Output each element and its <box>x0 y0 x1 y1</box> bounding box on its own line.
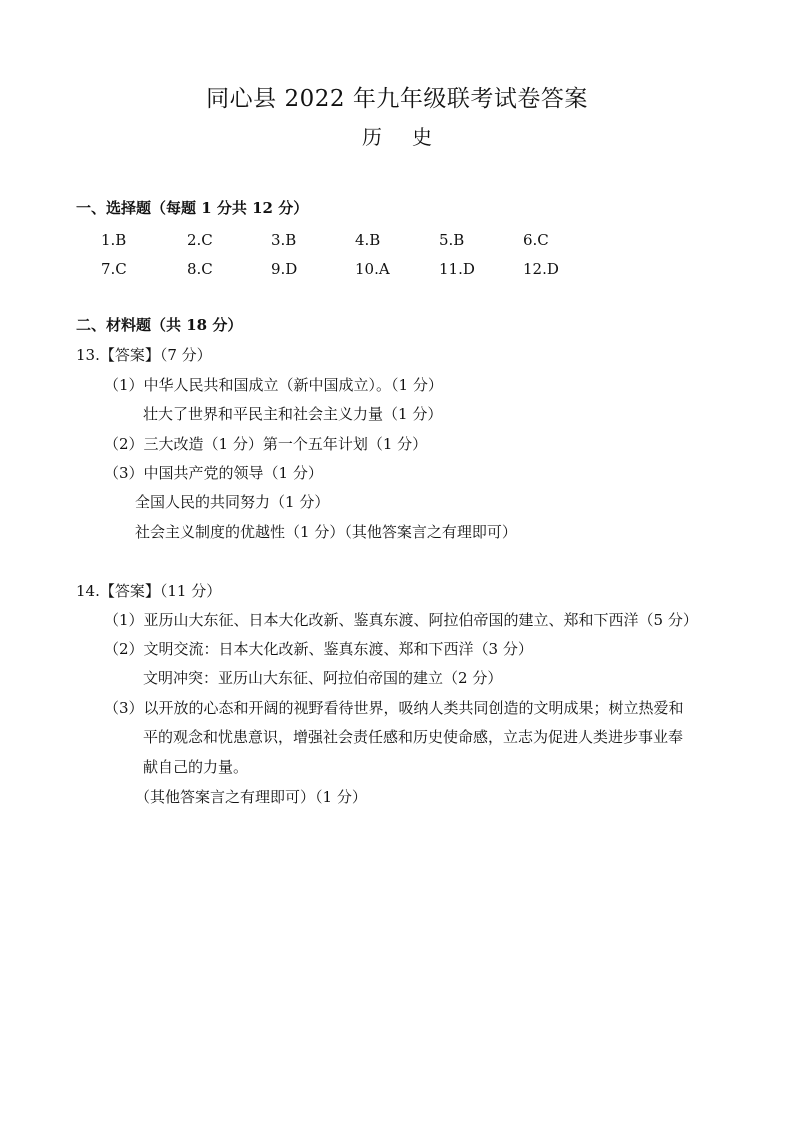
answer-line: （2）三大改造（1 分）第一个五年计划（1 分） <box>104 435 428 453</box>
answer-line: 壮大了世界和平民主和社会主义力量（1 分） <box>143 405 443 423</box>
answer-item: 8.C <box>187 260 213 278</box>
answer-item: 11.D <box>439 260 475 278</box>
answer-item: 2.C <box>187 231 213 249</box>
answer-line: （1）中华人民共和国成立（新中国成立）。（1 分） <box>104 376 443 394</box>
answer-line: （2）文明交流：日本大化改新、鉴真东渡、郑和下西洋（3 分） <box>104 640 533 658</box>
question-14-header: 14.【答案】（11 分） <box>76 582 222 600</box>
answer-line: 全国人民的共同努力（1 分） <box>135 493 330 511</box>
subject-title: 历史 <box>362 125 462 149</box>
answer-item: 3.B <box>271 231 297 249</box>
answer-line: 文明冲突：亚历山大东征、阿拉伯帝国的建立（2 分） <box>143 669 503 687</box>
answer-line: 社会主义制度的优越性（1 分）（其他答案言之有理即可） <box>135 523 517 541</box>
answer-item: 9.D <box>271 260 298 278</box>
answer-item: 1.B <box>101 231 127 249</box>
section-1-heading: 一、选择题（每题 1 分共 12 分） <box>76 199 309 217</box>
page-title: 同心县 2022 年九年级联考试卷答案 <box>206 86 588 112</box>
answer-item: 6.C <box>523 231 549 249</box>
answer-line: （3）以开放的心态和开阔的视野看待世界，吸纳人类共同创造的文明成果；树立热爱和 <box>104 699 684 717</box>
answer-line: （其他答案言之有理即可）（1 分） <box>135 788 367 806</box>
answer-item: 10.A <box>355 260 390 278</box>
answer-item: 7.C <box>101 260 127 278</box>
answer-item: 5.B <box>439 231 465 249</box>
answer-line: 平的观念和忧患意识，增强社会责任感和历史使命感，立志为促进人类进步事业奉 <box>143 728 684 746</box>
section-2-heading: 二、材料题（共 18 分） <box>76 316 243 334</box>
answer-item: 4.B <box>355 231 381 249</box>
answer-item: 12.D <box>523 260 559 278</box>
answer-line: 献自己的力量。 <box>143 758 249 776</box>
answer-line: （1）亚历山大东征、日本大化改新、鉴真东渡、阿拉伯帝国的建立、郑和下西洋（5 分） <box>104 611 698 629</box>
answer-line: （3）中国共产党的领导（1 分） <box>104 464 323 482</box>
question-13-header: 13.【答案】（7 分） <box>76 346 212 364</box>
